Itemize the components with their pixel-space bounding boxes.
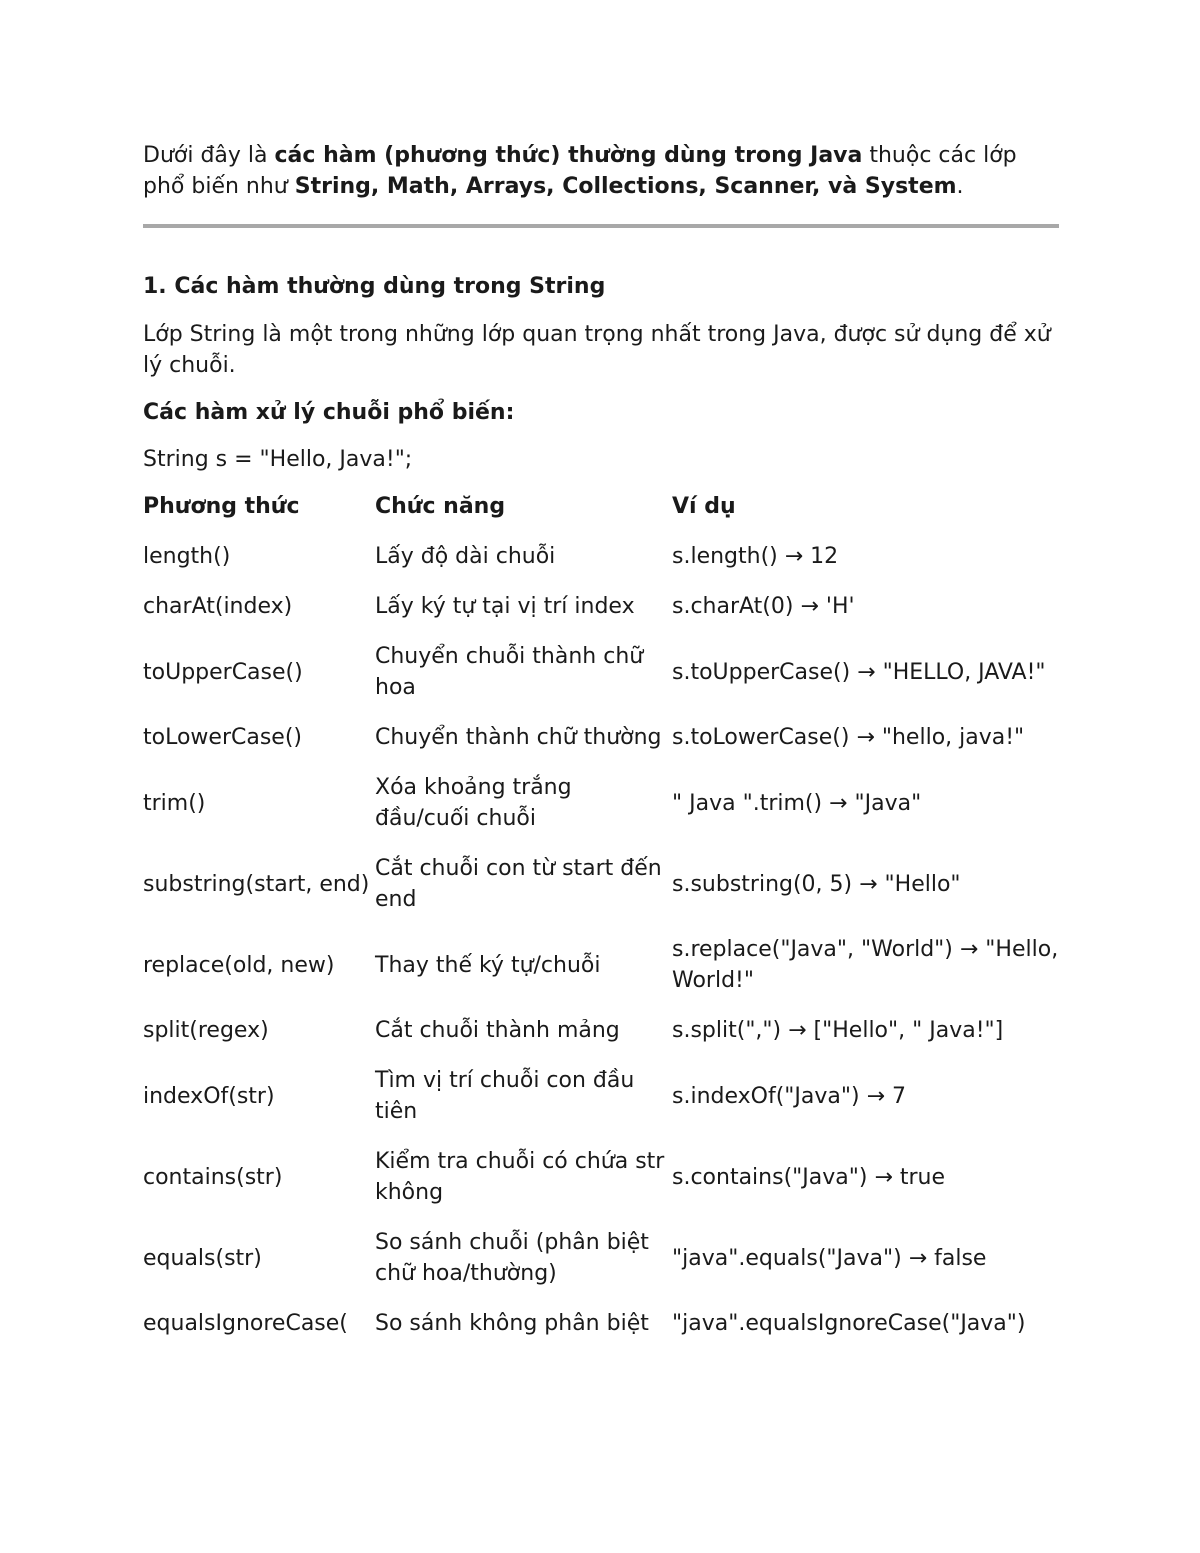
cell-example: s.split(",") → ["Hello", " Java!"] bbox=[672, 1018, 1004, 1043]
cell-function: So sánh không phân biệt bbox=[375, 1311, 649, 1336]
cell-method: charAt(index) bbox=[143, 594, 293, 619]
cell-example: s.charAt(0) → 'H' bbox=[672, 594, 855, 619]
cell-method: trim() bbox=[143, 790, 206, 816]
document-page bbox=[143, 140, 1059, 1358]
cell-function: Chuyển chuỗi thành chữ hoa bbox=[375, 644, 644, 700]
cell-method: length() bbox=[143, 544, 231, 569]
table-row bbox=[143, 722, 1059, 772]
table-row bbox=[143, 641, 1059, 722]
cell-method: substring(start, end) bbox=[143, 871, 370, 897]
cell-function: Cắt chuỗi thành mảng bbox=[375, 1018, 620, 1043]
cell-function: Lấy ký tự tại vị trí index bbox=[375, 594, 635, 619]
cell-function: Chuyển thành chữ thường bbox=[375, 725, 662, 750]
cell-example: s.substring(0, 5) → "Hello" bbox=[672, 871, 961, 897]
header-function: Chức năng bbox=[375, 494, 506, 519]
cell-method: toLowerCase() bbox=[143, 725, 302, 750]
table-row bbox=[143, 934, 1059, 1015]
cell-example: "java".equals("Java") → false bbox=[672, 1245, 987, 1271]
cell-example: s.indexOf("Java") → 7 bbox=[672, 1083, 906, 1109]
cell-method: indexOf(str) bbox=[143, 1083, 275, 1109]
cell-function: So sánh chuỗi (phân biệt chữ hoa/thường) bbox=[375, 1230, 649, 1286]
horizontal-divider bbox=[143, 224, 1059, 228]
table-row bbox=[143, 541, 1059, 591]
cell-function: Xóa khoảng trắng đầu/cuối chuỗi bbox=[375, 775, 572, 831]
cell-example: s.length() → 12 bbox=[672, 544, 839, 569]
cell-method: replace(old, new) bbox=[143, 952, 335, 978]
intro-text-3: . bbox=[956, 174, 964, 199]
header-method: Phương thức bbox=[143, 494, 300, 519]
cell-example: s.toUpperCase() → "HELLO, JAVA!" bbox=[672, 659, 1046, 685]
section-description: Lớp String là một trong những lớp quan trọng nhất trong Java, được sử dụng để xử lý chuỗi. bbox=[143, 322, 1051, 378]
table-header-row bbox=[143, 491, 1059, 541]
table-row bbox=[143, 1146, 1059, 1227]
cell-example: s.replace("Java", "World") → "Hello, World!" bbox=[672, 937, 1059, 993]
table-row bbox=[143, 1065, 1059, 1146]
cell-function: Kiểm tra chuỗi có chứa str không bbox=[375, 1149, 665, 1205]
cell-example: s.toLowerCase() → "hello, java!" bbox=[672, 725, 1025, 750]
cell-method: toUpperCase() bbox=[143, 659, 303, 685]
intro-bold-1: các hàm (phương thức) thường dùng trong Java bbox=[274, 143, 863, 168]
subheading: Các hàm xử lý chuỗi phổ biến: bbox=[143, 400, 515, 425]
cell-example: " Java ".trim() → "Java" bbox=[672, 790, 922, 816]
section-title: 1. Các hàm thường dùng trong String bbox=[143, 274, 606, 299]
table-row bbox=[143, 1227, 1059, 1308]
cell-method: equalsIgnoreCase( bbox=[143, 1311, 348, 1336]
intro-text-1: Dưới đây là bbox=[143, 143, 275, 168]
cell-function: Cắt chuỗi con từ start đến end bbox=[375, 856, 662, 912]
cell-example: s.contains("Java") → true bbox=[672, 1164, 946, 1190]
table-row bbox=[143, 853, 1059, 934]
cell-method: equals(str) bbox=[143, 1245, 262, 1271]
intro-paragraph bbox=[143, 140, 1059, 202]
cell-function: Lấy độ dài chuỗi bbox=[375, 544, 556, 569]
cell-method: contains(str) bbox=[143, 1164, 283, 1190]
intro-text-2: thuộc các lớp phổ biến như bbox=[143, 143, 1017, 199]
methods-table bbox=[143, 491, 1059, 1358]
table-row bbox=[143, 772, 1059, 853]
table-row bbox=[143, 1015, 1059, 1065]
cell-function: Tìm vị trí chuỗi con đầu tiên bbox=[375, 1068, 635, 1124]
cell-method: split(regex) bbox=[143, 1018, 269, 1043]
intro-bold-2: String, Math, Arrays, Collections, Scanner, và System bbox=[294, 174, 957, 199]
header-example: Ví dụ bbox=[672, 494, 736, 519]
cell-example: "java".equalsIgnoreCase("Java") bbox=[672, 1311, 1026, 1336]
code-example: String s = "Hello, Java!"; bbox=[143, 447, 413, 472]
table-row bbox=[143, 1308, 1059, 1358]
table-row bbox=[143, 591, 1059, 641]
cell-function: Thay thế ký tự/chuỗi bbox=[375, 952, 601, 978]
